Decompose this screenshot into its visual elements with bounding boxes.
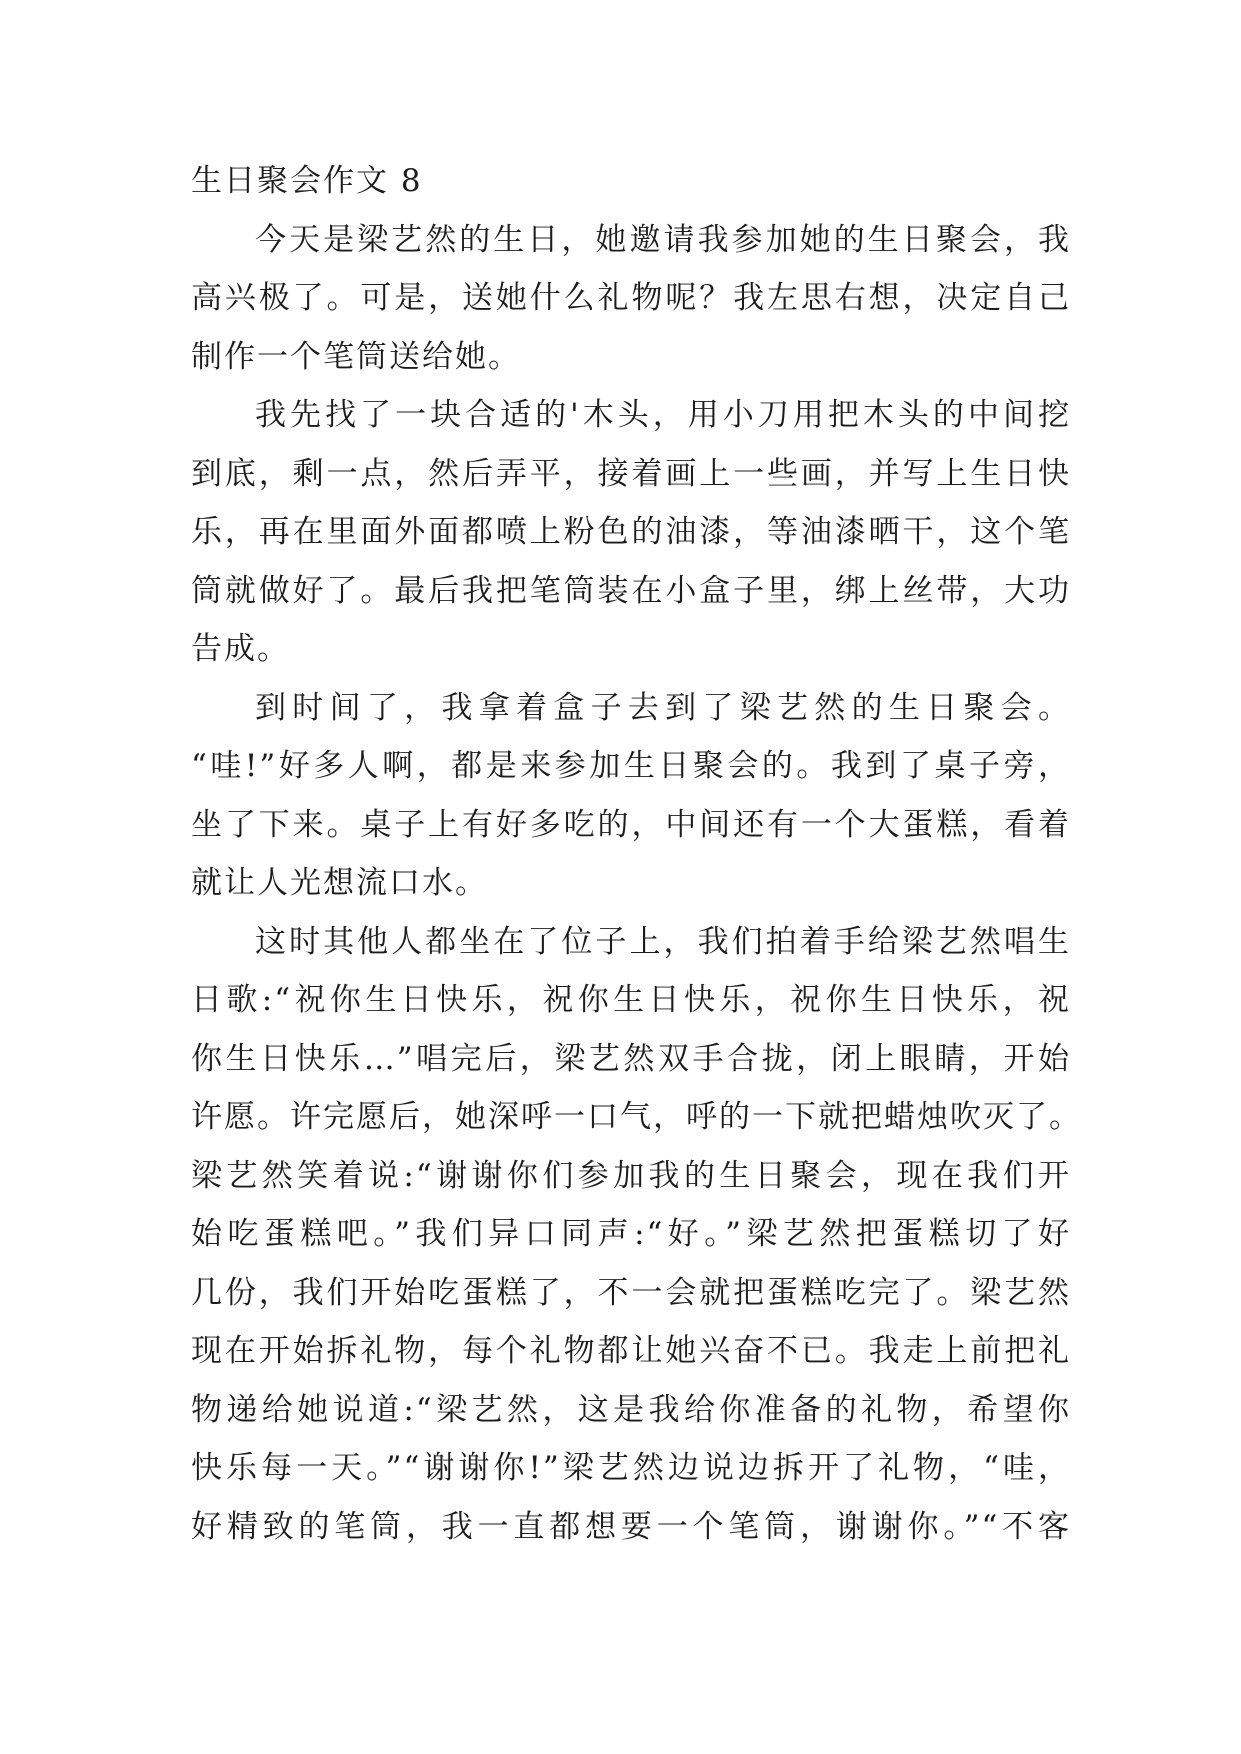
paragraph-line: 到时间了，我拿着盒子去到了梁艺然的生日聚会。 — [255, 689, 1071, 726]
paragraph-line: 乐，再在里面外面都喷上粉色的油漆，等油漆晒干，这个笔 — [191, 514, 1071, 550]
essay-title: 生日聚会作文 8 — [191, 163, 423, 199]
paragraph-line: 到底，剩一点，然后弄平，接着画上一些画，并写上生日快 — [191, 455, 1071, 492]
paragraph-line: 始吃蛋糕吧。”我们异口同声:“好。”梁艺然把蛋糕切了好 — [191, 1216, 1071, 1252]
paragraph-line: 你生日快乐…”唱完后，梁艺然双手合拢，闭上眼睛，开始 — [191, 1040, 1071, 1077]
paragraph-line: 就让人光想流口水。 — [191, 865, 488, 901]
paragraph-line: “哇!”好多人啊，都是来参加生日聚会的。我到了桌子旁， — [191, 748, 1071, 784]
paragraph-line: 高兴极了。可是，送她什么礼物呢？我左思右想，决定自己 — [191, 280, 1071, 316]
paragraph-line: 筒就做好了。最后我把笔筒装在小盒子里，绑上丝带，大功 — [191, 572, 1071, 609]
paragraph-line: 告成。 — [191, 631, 290, 667]
paragraph-line: 我先找了一块合适的'木头，用小刀用把木头的中间挖 — [255, 397, 1071, 433]
paragraph-line: 许愿。许完愿后，她深呼一口气，呼的一下就把蜡烛吹灭了。 — [191, 1099, 1082, 1135]
paragraph-line: 日歌:“祝你生日快乐，祝你生日快乐，祝你生日快乐，祝 — [191, 982, 1071, 1018]
paragraph-line: 这时其他人都坐在了位子上，我们拍着手给梁艺然唱生 — [255, 923, 1071, 960]
essay-body — [191, 152, 1082, 1556]
paragraph-line: 物递给她说道:“梁艺然，这是我给你准备的礼物，希望你 — [191, 1391, 1071, 1428]
paragraph-line: 现在开始拆礼物，每个礼物都让她兴奋不已。我走上前把礼 — [191, 1333, 1071, 1369]
paragraph-line: 制作一个笔筒送给她。 — [191, 338, 521, 375]
paragraph-line: 快乐每一天。”“谢谢你!”梁艺然边说边拆开了礼物，“哇， — [191, 1450, 1071, 1486]
paragraph-line: 今天是梁艺然的生日，她邀请我参加她的生日聚会，我 — [255, 221, 1071, 258]
paragraph-line: 几份，我们开始吃蛋糕了，不一会就把蛋糕吃完了。梁艺然 — [191, 1274, 1071, 1311]
paragraph-line: 坐了下来。桌子上有好多吃的，中间还有一个大蛋糕，看着 — [191, 806, 1071, 843]
paragraph-line: 梁艺然笑着说:“谢谢你们参加我的生日聚会，现在我们开 — [191, 1157, 1071, 1194]
paragraph-line: 好精致的笔筒，我一直都想要一个笔筒，谢谢你。”“不客 — [191, 1508, 1071, 1545]
